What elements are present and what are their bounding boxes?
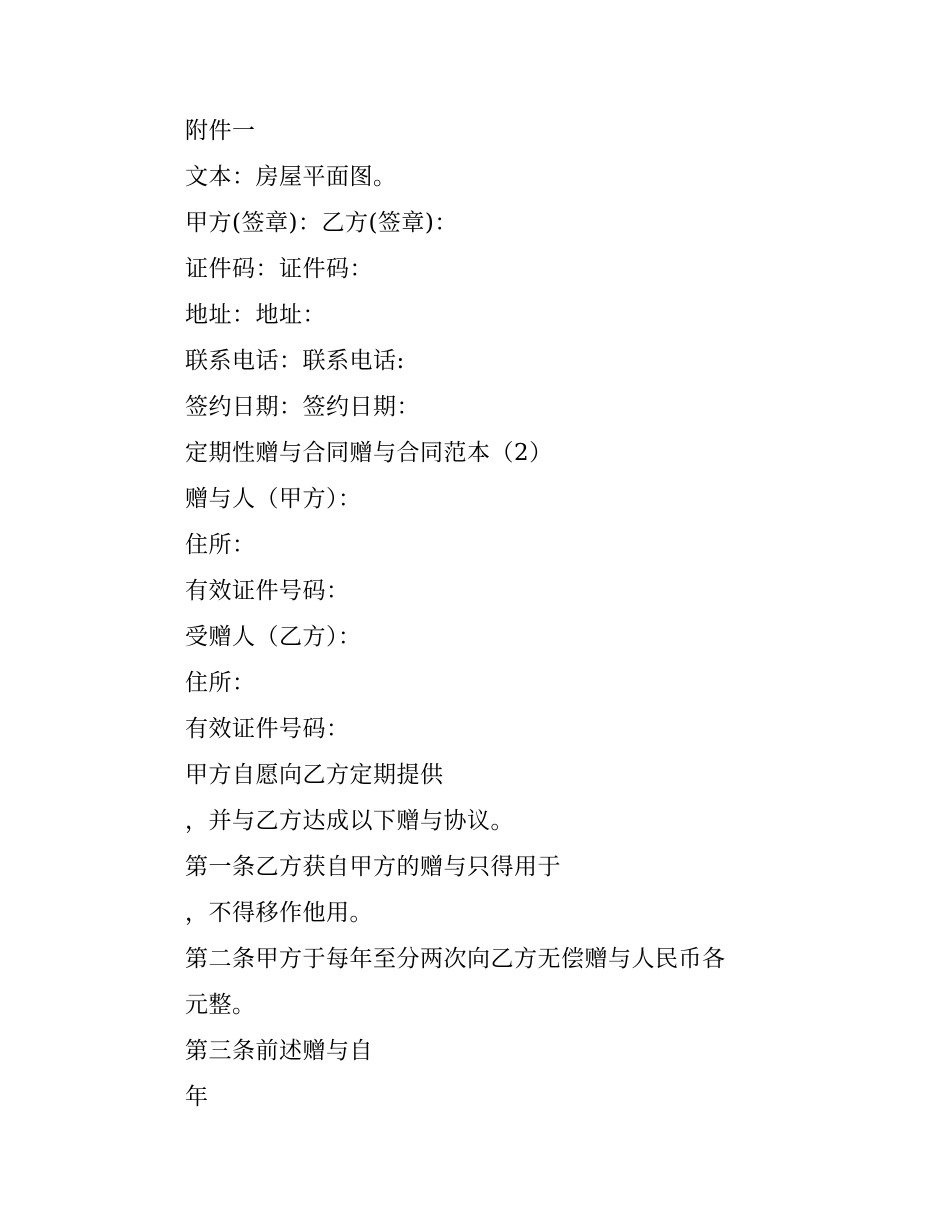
article-three-line: 第三条前述赠与自 (185, 1038, 373, 1064)
donee-residence-line: 住所： (185, 670, 256, 696)
id-code-line: 证件码：证件码： (185, 256, 373, 282)
donor-id-line: 有效证件号码： (185, 578, 350, 604)
signing-date-line: 签约日期：签约日期： (185, 394, 420, 420)
body-paragraph-line: 甲方自愿向乙方定期提供 (185, 762, 444, 788)
signature-line: 甲方(签章)：乙方(签章)： (185, 210, 458, 236)
article-one-line: ，不得移作他用。 (185, 900, 373, 926)
donee-id-line: 有效证件号码： (185, 716, 350, 742)
body-paragraph-line: ，并与乙方达成以下赠与协议。 (185, 808, 514, 834)
text-floor-plan-line: 文本：房屋平面图。 (185, 164, 397, 190)
article-three-line: 年 (185, 1084, 209, 1110)
attachment-heading: 附件一 (185, 118, 256, 144)
address-line: 地址：地址： (185, 302, 326, 328)
donor-residence-line: 住所： (185, 532, 256, 558)
article-two-line: 第二条甲方于每年至分两次向乙方无偿赠与人民币各 (185, 946, 726, 972)
donor-line: 赠与人（甲方）： (185, 486, 362, 512)
document-body (185, 108, 885, 1120)
phone-line: 联系电话：联系电话: (185, 348, 405, 374)
donee-line: 受赠人（乙方）： (185, 624, 362, 650)
article-two-line: 元整。 (185, 992, 256, 1018)
article-one-line: 第一条乙方获自甲方的赠与只得用于 (185, 854, 561, 880)
contract-title: 定期性赠与合同赠与合同范本（2） (185, 440, 553, 466)
